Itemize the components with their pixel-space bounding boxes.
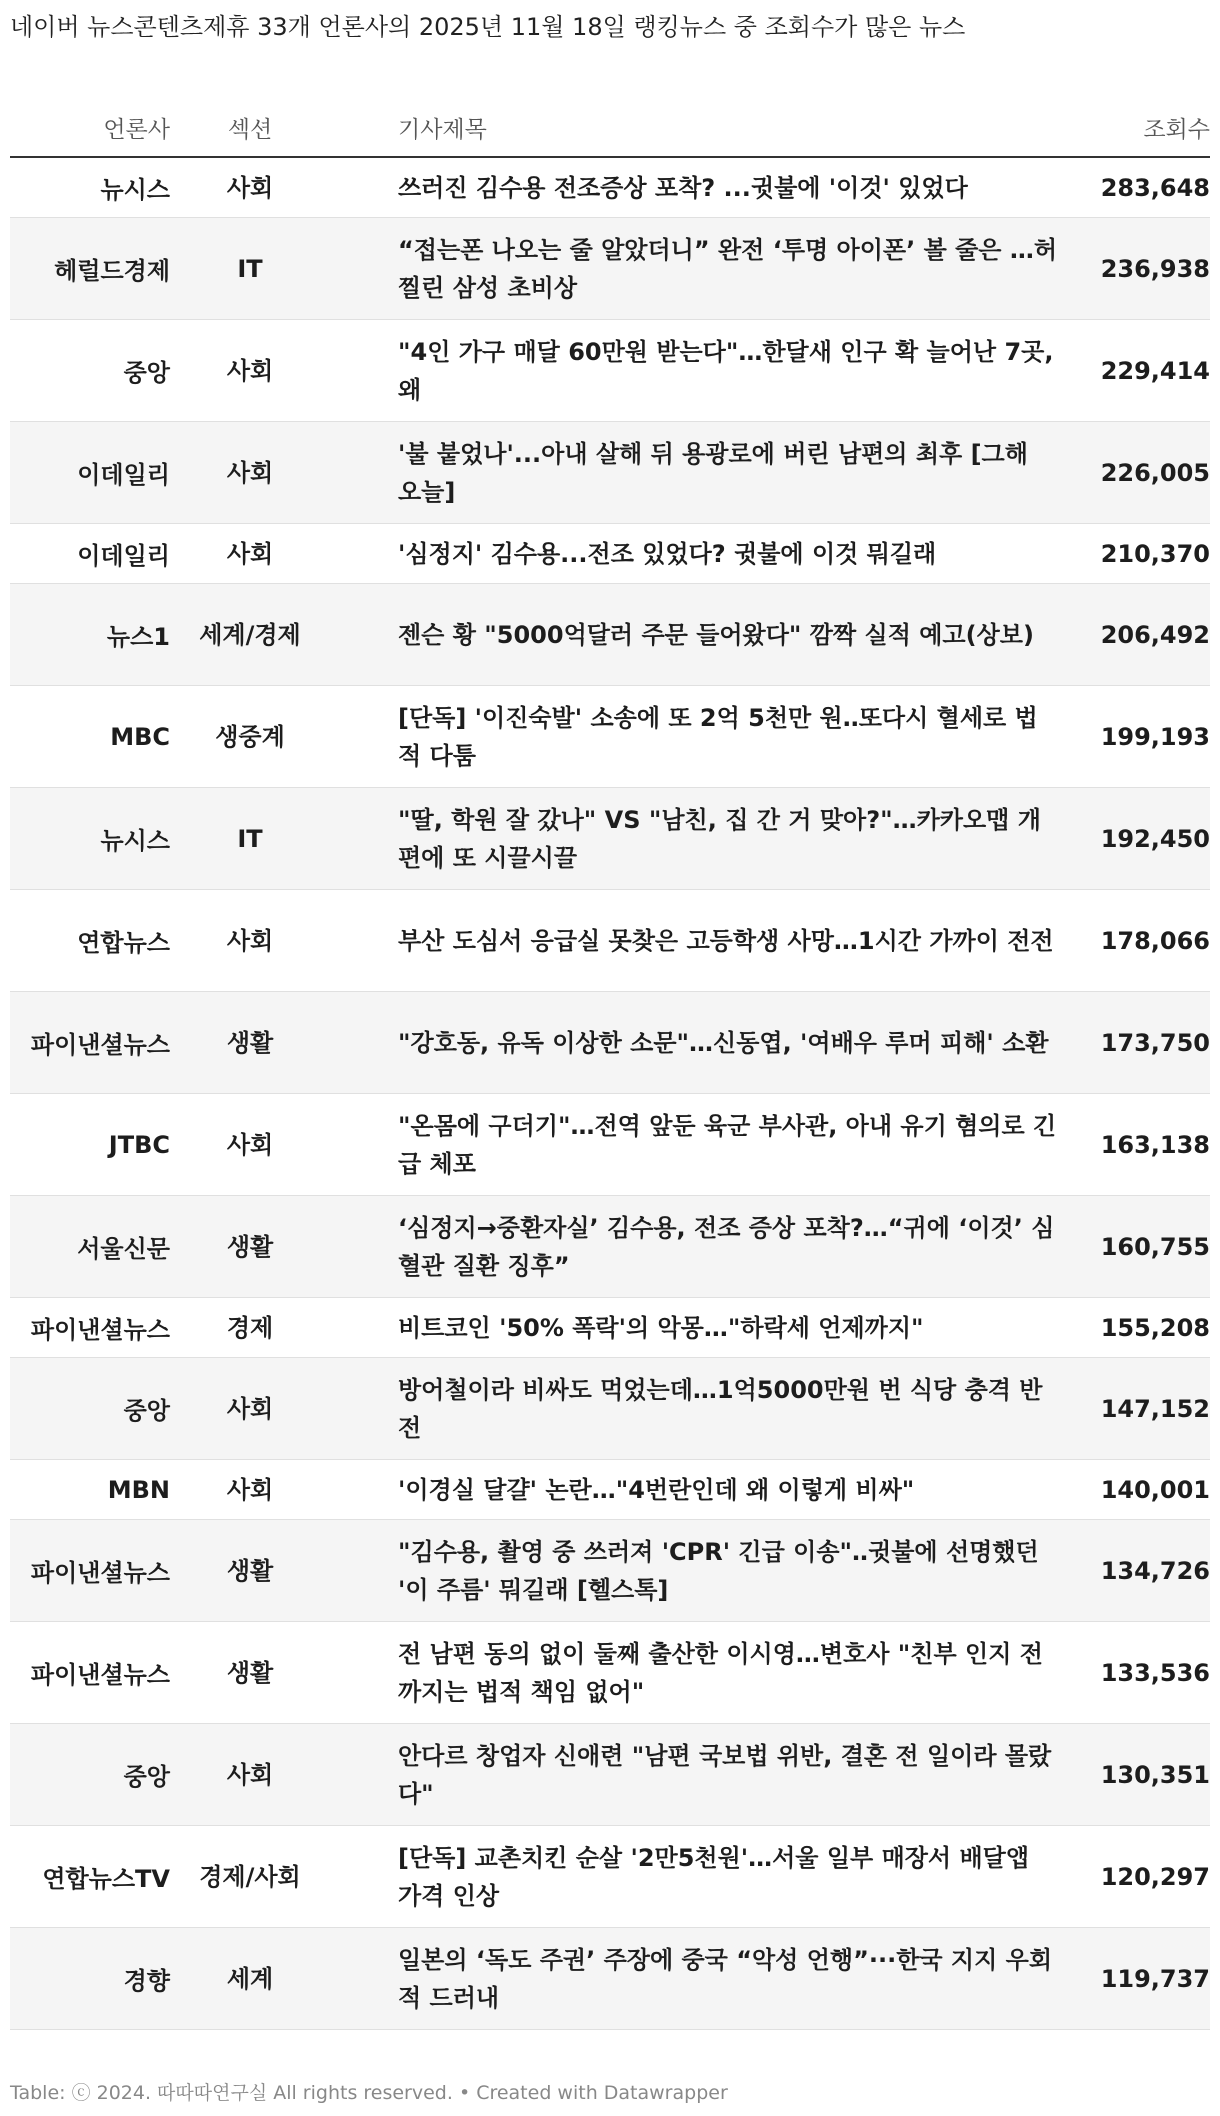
views-cell: 147,152: [1100, 1394, 1210, 1423]
table-row: [10, 422, 1210, 524]
section-cell: 사회: [226, 1475, 274, 1504]
outlet-cell: MBN: [107, 1475, 170, 1504]
outlet-cell: 중앙: [123, 1763, 170, 1791]
outlet-cell: 파이낸셜뉴스: [30, 1316, 170, 1344]
headline-cell: 방어철이라 비싸도 먹었는데…1억5000만원 번 식당 충격 반전: [398, 1375, 1043, 1442]
section-cell: 생중계: [215, 722, 285, 751]
table-row: [10, 1298, 1210, 1358]
headline-cell: "온몸에 구더기"…전역 앞둔 육군 부사관, 아내 유기 혐의로 긴급 체포: [398, 1111, 1057, 1178]
headline-cell: "김수용, 촬영 중 쓰러져 'CPR' 긴급 이송"‥귓불에 선명했던 '이 주름' 뭐길래 [헬스톡]: [398, 1537, 1039, 1604]
views-cell: 178,066: [1100, 926, 1210, 955]
section-cell: 사회: [226, 458, 274, 487]
outlet-cell: JTBC: [108, 1130, 170, 1159]
headline-cell: 전 남편 동의 없이 둘째 출산한 이시영…변호사 "친부 인지 전까지는 법적 책임 없어": [398, 1639, 1043, 1706]
views-cell: 133,536: [1100, 1658, 1210, 1687]
headline-cell: [단독] 교촌치킨 순살 '2만5천원'…서울 일부 매장서 배달앱 가격 인상: [398, 1843, 1030, 1910]
outlet-cell: 서울신문: [77, 1235, 170, 1263]
table-row: [10, 686, 1210, 788]
section-cell: 생활: [226, 1232, 274, 1261]
views-cell: 119,737: [1100, 1964, 1210, 1993]
section-cell: 사회: [226, 926, 274, 955]
headline-cell: 젠슨 황 "5000억달러 주문 들어왔다" 깜짝 실적 예고(상보): [398, 620, 1034, 649]
headline-cell: 쓰러진 김수용 전조증상 포착? ...귓불에 '이것' 있었다: [398, 173, 968, 202]
table-row: [10, 1520, 1210, 1622]
table-row: [10, 1928, 1210, 2030]
outlet-cell: 뉴스1: [106, 623, 170, 651]
table-row: [10, 584, 1210, 686]
views-cell: 199,193: [1100, 722, 1210, 751]
section-cell: IT: [237, 824, 263, 853]
header-outlet: 언론사: [103, 116, 170, 143]
views-cell: 283,648: [1100, 173, 1210, 202]
headline-cell: "딸, 학원 잘 갔나" VS "남친, 집 간 거 맞아?"…카카오맵 개편에 또 시끌시끌: [398, 805, 1041, 872]
table-header: [10, 98, 1210, 158]
views-cell: 210,370: [1100, 539, 1210, 568]
section-cell: 경제/사회: [199, 1862, 301, 1891]
section-cell: 사회: [226, 1130, 274, 1159]
table-row: [10, 890, 1210, 992]
outlet-cell: 연합뉴스: [77, 929, 170, 957]
headline-cell: “접는폰 나오는 줄 알았더니” 완전 ‘투명 아이폰’ 볼 줄은 …허찔린 삼성 초비상: [398, 235, 1058, 302]
table-row: [10, 218, 1210, 320]
section-cell: 세계/경제: [199, 620, 301, 649]
views-cell: 206,492: [1100, 620, 1210, 649]
outlet-cell: 경향: [123, 1967, 170, 1995]
ranking-table: [10, 98, 1210, 2030]
outlet-cell: 이데일리: [77, 542, 170, 570]
headline-cell: [단독] '이진숙발' 소송에 또 2억 5천만 원‥또다시 혈세로 법적 다툼: [398, 703, 1038, 770]
section-cell: IT: [237, 254, 263, 283]
outlet-cell: 중앙: [123, 359, 170, 387]
outlet-cell: 헤럴드경제: [54, 257, 170, 285]
headline-cell: "4인 가구 매달 60만원 받는다"…한달새 인구 확 늘어난 7곳, 왜: [398, 337, 1054, 404]
section-cell: 사회: [226, 356, 274, 385]
outlet-cell: 연합뉴스TV: [42, 1865, 170, 1893]
header-section: 섹션: [227, 116, 273, 143]
views-cell: 134,726: [1100, 1556, 1210, 1585]
headline-cell: 비트코인 '50% 폭락'의 악몽…"하락세 언제까지": [398, 1313, 924, 1342]
views-cell: 120,297: [1100, 1862, 1210, 1891]
section-cell: 생활: [226, 1556, 274, 1585]
section-cell: 사회: [226, 173, 274, 202]
headline-cell: 부산 도심서 응급실 못찾은 고등학생 사망…1시간 가까이 전전: [398, 926, 1054, 955]
outlet-cell: 파이낸셜뉴스: [30, 1031, 170, 1059]
views-cell: 173,750: [1100, 1028, 1210, 1057]
views-cell: 229,414: [1100, 356, 1210, 385]
outlet-cell: 뉴시스: [100, 827, 170, 855]
table-row: [10, 158, 1210, 218]
table-row: [10, 320, 1210, 422]
table-row: [10, 1724, 1210, 1826]
table-row: [10, 1826, 1210, 1928]
headline-cell: 일본의 ‘독도 주권’ 주장에 중국 “악성 언행”···한국 지지 우회적 드러내: [398, 1945, 1053, 2012]
views-cell: 163,138: [1100, 1130, 1210, 1159]
table-row: [10, 992, 1210, 1094]
table-row: [10, 1094, 1210, 1196]
views-cell: 140,001: [1100, 1475, 1210, 1504]
table-body: [10, 158, 1210, 2030]
headline-cell: '이경실 달걀' 논란…"4번란인데 왜 이렇게 비싸": [398, 1475, 915, 1504]
outlet-cell: 파이낸셜뉴스: [30, 1661, 170, 1689]
views-cell: 192,450: [1100, 824, 1210, 853]
section-cell: 사회: [226, 1760, 274, 1789]
table-row: [10, 1196, 1210, 1298]
section-cell: 생활: [226, 1028, 274, 1057]
table-footer: Table: ⓒ 2024. 따따따연구실 All rights reserved. • Created with Datawrapper: [10, 2082, 728, 2104]
headline-cell: "강호동, 유독 이상한 소문"…신동엽, '여배우 루머 피해' 소환: [398, 1028, 1049, 1057]
section-cell: 생활: [226, 1658, 274, 1687]
headline-cell: '불 붙었나'...아내 살해 뒤 용광로에 버린 남편의 최후 [그해 오늘]: [398, 439, 1028, 506]
headline-cell: '심정지' 김수용...전조 있었다? 귓불에 이것 뭐길래: [398, 539, 937, 568]
header-views: 조회수: [1143, 116, 1210, 143]
outlet-cell: 뉴시스: [100, 176, 170, 204]
table-row: [10, 524, 1210, 584]
views-cell: 130,351: [1100, 1760, 1210, 1789]
table-title: 네이버 뉴스콘텐츠제휴 33개 언론사의 2025년 11월 18일 랭킹뉴스 중 조회수가 많은 뉴스: [10, 13, 966, 41]
views-cell: 155,208: [1100, 1313, 1210, 1342]
headline-cell: 안다르 창업자 신애련 "남편 국보법 위반, 결혼 전 일이라 몰랐다": [398, 1741, 1052, 1808]
table-row: [10, 1460, 1210, 1520]
section-cell: 사회: [226, 539, 274, 568]
outlet-cell: 중앙: [123, 1397, 170, 1425]
table-row: [10, 1622, 1210, 1724]
table-row: [10, 1358, 1210, 1460]
views-cell: 236,938: [1100, 254, 1210, 283]
section-cell: 세계: [226, 1964, 274, 1993]
table-row: [10, 788, 1210, 890]
outlet-cell: 이데일리: [77, 461, 170, 489]
section-cell: 사회: [226, 1394, 274, 1423]
header-headline: 기사제목: [398, 116, 487, 143]
section-cell: 경제: [226, 1313, 274, 1342]
views-cell: 226,005: [1100, 458, 1210, 487]
outlet-cell: MBC: [110, 722, 170, 751]
headline-cell: ‘심정지→중환자실’ 김수용, 전조 증상 포착?…“귀에 ‘이것’ 심혈관 질환 징후”: [398, 1213, 1055, 1280]
views-cell: 160,755: [1100, 1232, 1210, 1261]
outlet-cell: 파이낸셜뉴스: [30, 1559, 170, 1587]
